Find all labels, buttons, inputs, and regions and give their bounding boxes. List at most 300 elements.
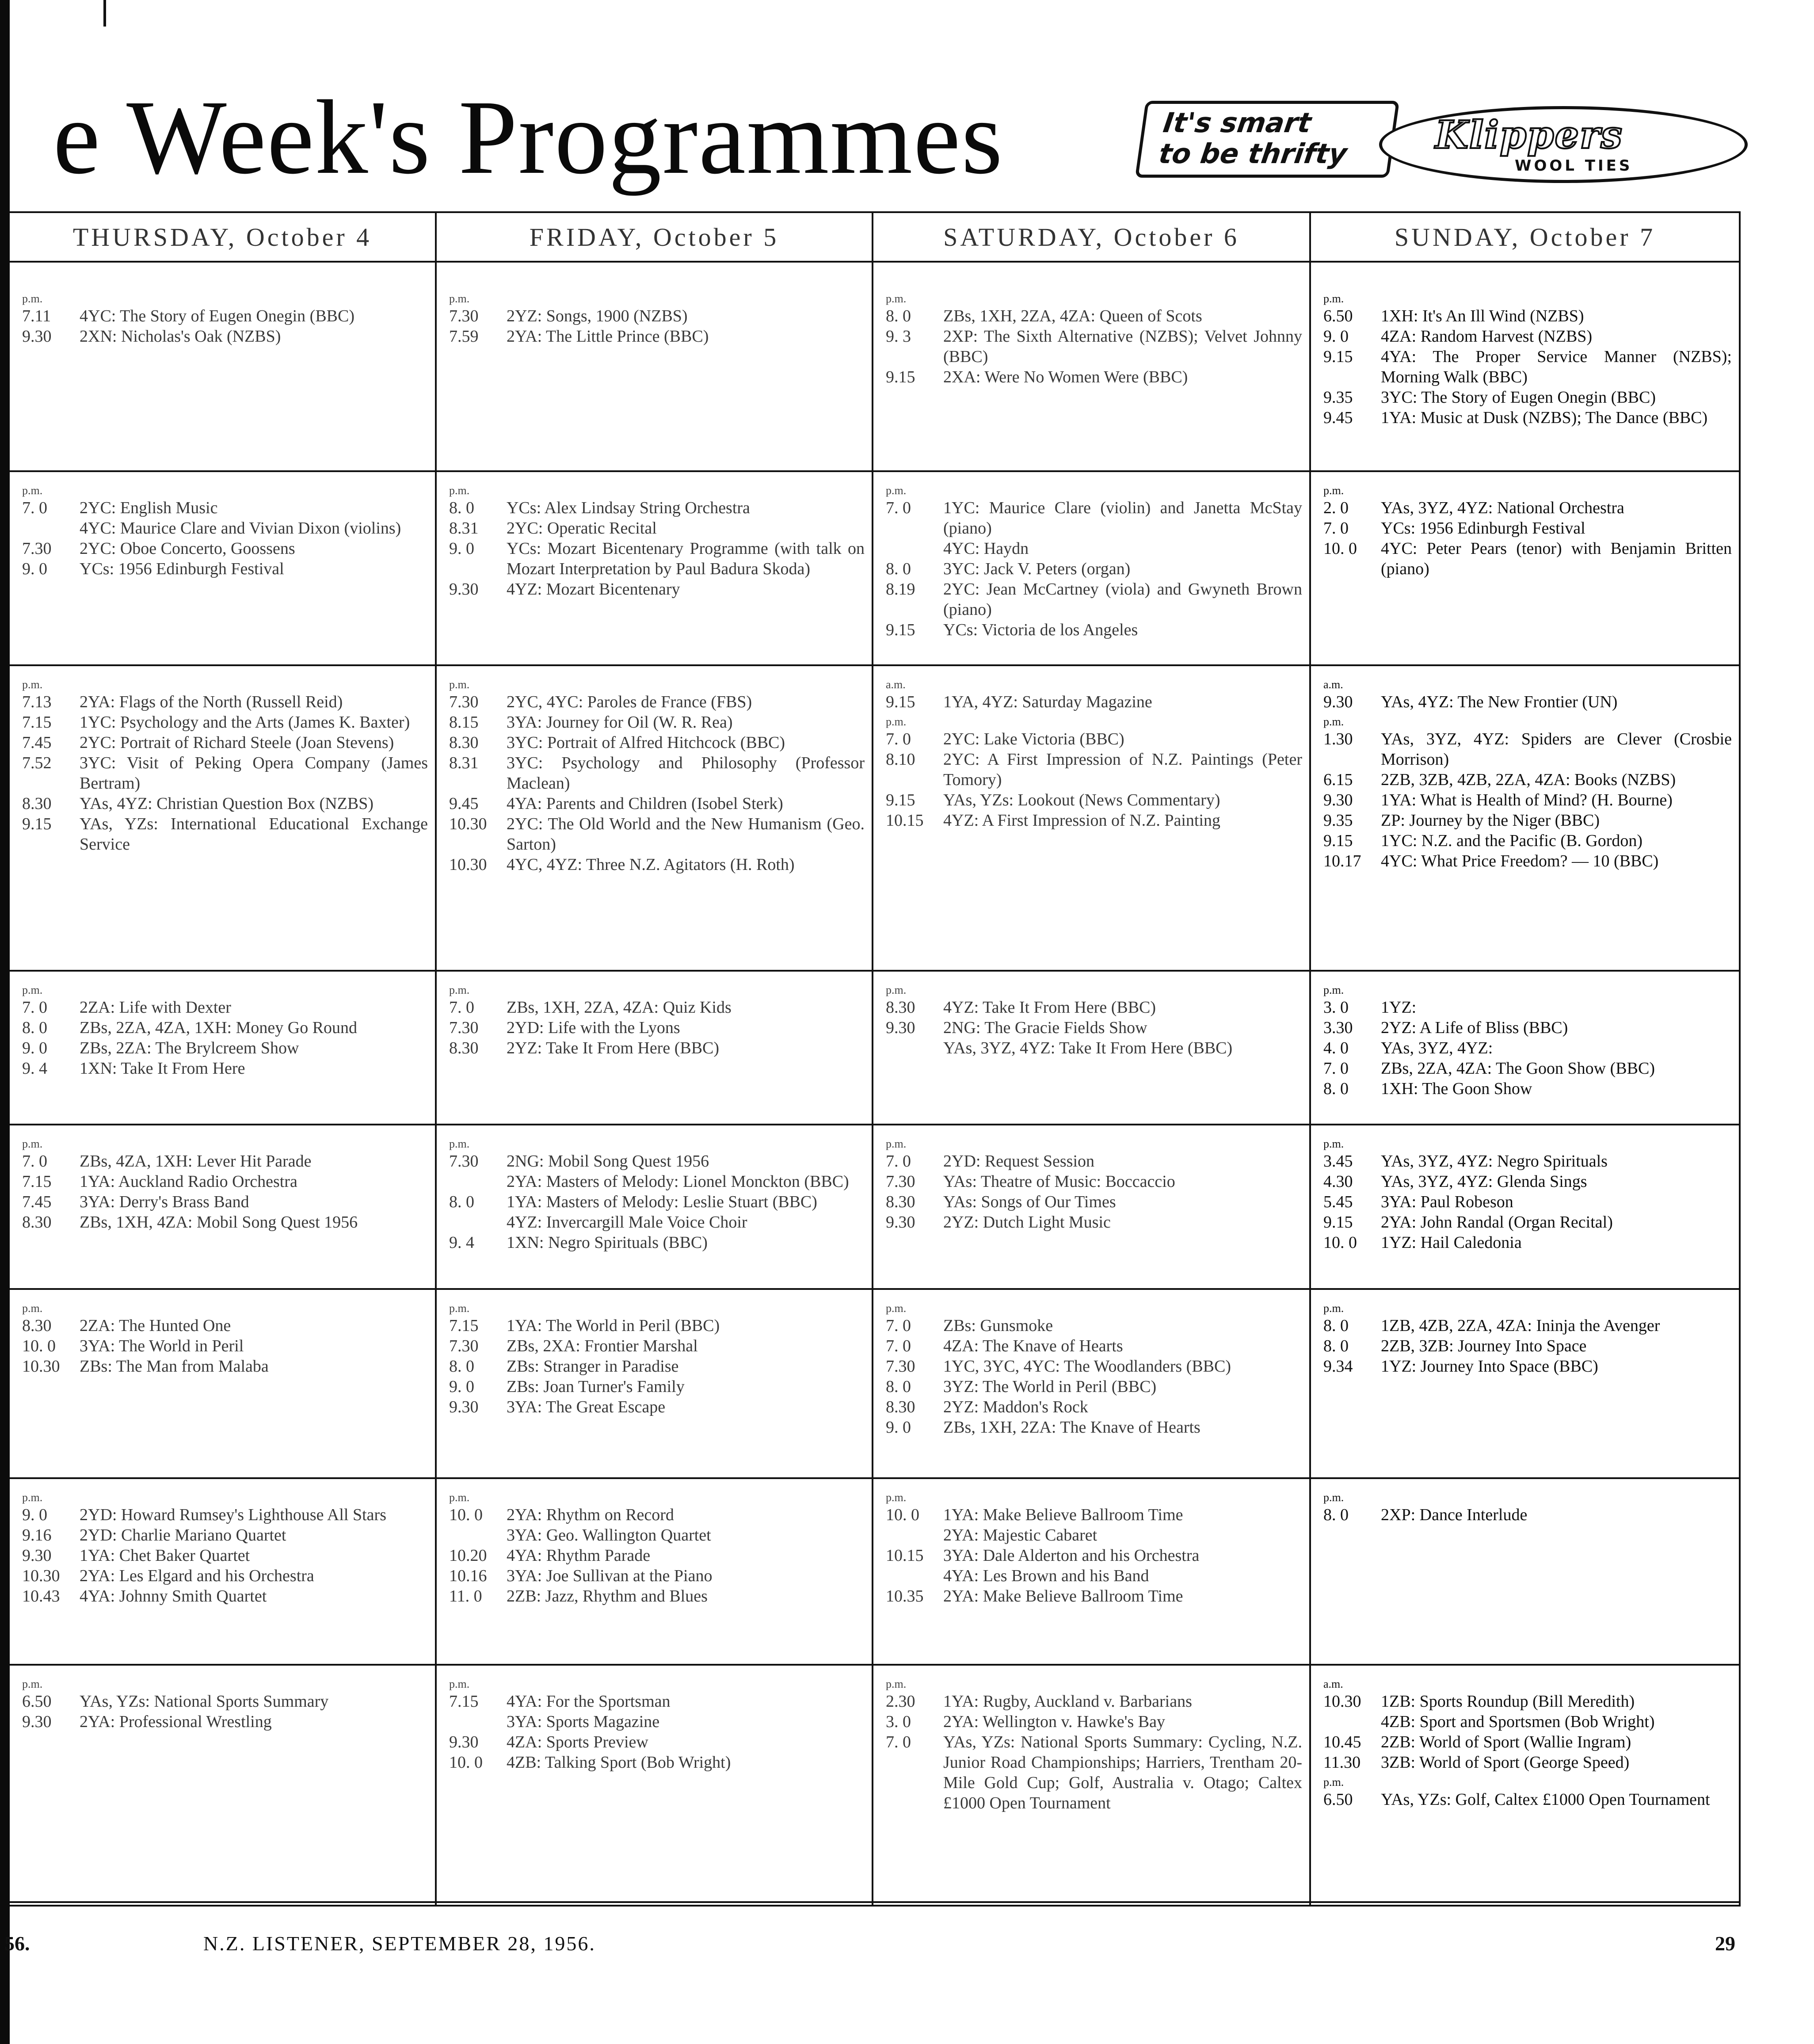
- programme-cell-saturday: [873, 1290, 1309, 1479]
- time-period-label: p.m.: [22, 1137, 43, 1150]
- programme-time: 11.30: [1323, 1753, 1361, 1772]
- programme-time: 4. 0: [1323, 1039, 1349, 1057]
- programme-time: 7. 0: [1323, 519, 1349, 538]
- programme-time: 9. 0: [22, 1039, 47, 1057]
- programme-listing: [449, 1545, 865, 1566]
- programme-title: 3YA: Journey for Oil (W. R. Rea): [507, 713, 733, 732]
- programme-listing: [22, 1356, 428, 1377]
- programme-title: ZBs, 1XH, 2ZA, 4ZA: Quiz Kids: [507, 998, 732, 1017]
- programme-cell-friday: [437, 1479, 872, 1666]
- programme-listing: [1323, 790, 1732, 810]
- programme-time: [449, 1212, 507, 1232]
- programme-time: 3. 0: [1323, 998, 1349, 1017]
- programme-listing: [449, 1586, 865, 1606]
- day-header-saturday: SATURDAY, October 6: [873, 213, 1309, 263]
- programme-time: 9.30: [1323, 693, 1353, 711]
- programme-listing: [22, 1336, 428, 1356]
- programme-listing: [22, 793, 428, 814]
- programme-listing: [886, 326, 1302, 367]
- programme-listing: [886, 620, 1302, 640]
- programme-title: 3YA: Geo. Wallington Quartet: [507, 1526, 711, 1544]
- programme-time: 9. 0: [449, 1377, 474, 1396]
- programme-listing: [1323, 347, 1732, 387]
- programme-listing: [886, 1397, 1302, 1417]
- programme-title: 4YA: Johnny Smith Quartet: [80, 1587, 267, 1605]
- programme-time: 10.30: [449, 815, 487, 833]
- programme-time: 7.30: [449, 307, 479, 325]
- programme-title: 1YA: What is Health of Mind? (H. Bourne): [1381, 791, 1673, 809]
- programme-listing: [1323, 498, 1732, 518]
- programme-listing: [1323, 1058, 1732, 1079]
- programme-time: 8. 0: [1323, 1316, 1349, 1335]
- programme-title: 2YZ: Songs, 1900 (NZBS): [507, 307, 688, 325]
- programme-listing: [22, 1505, 428, 1525]
- programme-time: 1.30: [1323, 730, 1353, 748]
- programme-title: YAs: Theatre of Music: Boccaccio: [943, 1172, 1175, 1191]
- programme-time: 8. 0: [1323, 1506, 1349, 1524]
- programme-time: 10.30: [1323, 1692, 1361, 1711]
- programme-title: 1YC: Maurice Clare (violin) and Janetta McStay (piano): [943, 499, 1302, 538]
- programme-listing: [1323, 1171, 1732, 1192]
- programme-listing: [22, 1018, 428, 1038]
- programme-time: 8. 0: [886, 1377, 911, 1396]
- programme-title: 3YA: Derry's Brass Band: [80, 1193, 249, 1211]
- programme-title: 2YA: The Little Prince (BBC): [507, 327, 709, 346]
- programme-title: YAs, 3YZ, 4YZ: Glenda Sings: [1381, 1172, 1587, 1191]
- programme-listing: [886, 1171, 1302, 1192]
- programme-time: 7.59: [449, 327, 479, 346]
- time-period-label: p.m.: [449, 1302, 470, 1315]
- time-period-label: p.m.: [22, 984, 43, 996]
- programme-title: 2XP: Dance Interlude: [1381, 1506, 1528, 1524]
- time-period-label: p.m.: [886, 1491, 907, 1504]
- programme-cell-thursday: [10, 666, 435, 972]
- programme-title: 1YA: Masters of Melody: Leslie Stuart (BBC): [507, 1193, 817, 1211]
- time-period-label: p.m.: [22, 1302, 43, 1315]
- programme-time: 7. 0: [886, 1337, 911, 1355]
- programme-listing: [449, 712, 865, 732]
- programme-title: 4ZA: Random Harvest (NZBS): [1381, 327, 1593, 346]
- programme-listing: [886, 1377, 1302, 1397]
- programme-time: 8.30: [22, 1213, 52, 1232]
- programme-title: 2YD: Howard Rumsey's Lighthouse All Stars: [80, 1506, 386, 1524]
- programme-listing: [1323, 306, 1732, 326]
- programme-time: 9. 0: [886, 1418, 911, 1437]
- programme-listing: [449, 692, 865, 712]
- programme-listing: [449, 1192, 865, 1212]
- programme-title: ZBs: Joan Turner's Family: [507, 1377, 685, 1396]
- programme-title: 3YA: The Great Escape: [507, 1398, 666, 1416]
- time-period-label: p.m.: [1323, 292, 1344, 305]
- programme-title: 3YA: Sports Magazine: [507, 1712, 660, 1731]
- programme-cell-thursday: [10, 972, 435, 1125]
- programme-cell-thursday: [10, 472, 435, 666]
- programme-title: 1YZ: Hail Caledonia: [1381, 1233, 1522, 1252]
- programme-title: 3YA: Dale Alderton and his Orchestra: [943, 1546, 1200, 1565]
- programme-listing: [449, 732, 865, 753]
- programme-listing: [449, 1566, 865, 1586]
- programme-time: 7.30: [449, 1018, 479, 1037]
- programme-cell-friday: [437, 666, 872, 972]
- programme-title: 4YZ: Invercargill Male Voice Choir: [507, 1213, 747, 1232]
- time-period-label: p.m.: [886, 484, 907, 497]
- programme-listing: [886, 538, 1302, 559]
- programme-listing: [886, 1566, 1302, 1586]
- programme-title: 1YZ:: [1381, 998, 1417, 1017]
- programme-title: 2YZ: Take It From Here (BBC): [507, 1039, 720, 1057]
- programme-title: ZBs, 1XH, 2ZA, 4ZA: Queen of Scots: [943, 307, 1202, 325]
- programme-time: 8. 0: [449, 1357, 474, 1376]
- programme-title: 4YZ: Mozart Bicentenary: [507, 580, 680, 599]
- programme-title: ZBs, 2ZA, 4ZA, 1XH: Money Go Round: [80, 1018, 358, 1037]
- time-period-label: p.m.: [449, 984, 470, 996]
- programme-time: 9.15: [22, 815, 52, 833]
- programme-title: 2YA: Les Elgard and his Orchestra: [80, 1567, 314, 1585]
- ad-slogan-line1: It's smart: [1161, 107, 1314, 139]
- programme-listing: [22, 1058, 428, 1079]
- programme-title: 4YA: Parents and Children (Isobel Sterk): [507, 794, 783, 813]
- programme-title: 2ZB: Jazz, Rhythm and Blues: [507, 1587, 708, 1605]
- time-period-label: p.m.: [22, 1491, 43, 1504]
- programme-time: 7. 0: [886, 1152, 911, 1171]
- programme-title: YAs, 3YZ, 4YZ: Negro Spirituals: [1381, 1152, 1608, 1171]
- programme-listing: [886, 1586, 1302, 1606]
- time-period-label: p.m.: [1323, 1491, 1344, 1504]
- programme-listing: [449, 1397, 865, 1417]
- programme-cell-friday: [437, 1290, 872, 1479]
- programme-listing: [1323, 326, 1732, 347]
- programme-title: 4ZB: Sport and Sportsmen (Bob Wright): [1381, 1712, 1655, 1731]
- ad-brand-subtitle: WOOL TIES: [1515, 157, 1633, 175]
- programme-time: 9. 0: [449, 539, 474, 558]
- programme-title: 2YZ: Dutch Light Music: [943, 1213, 1111, 1232]
- programme-title: 2YA: John Randal (Organ Recital): [1381, 1213, 1613, 1232]
- programme-cell-sunday: [1311, 1290, 1739, 1479]
- programme-cell-thursday: [10, 1479, 435, 1666]
- time-period-label: p.m.: [886, 1137, 907, 1150]
- programme-listing: [22, 1192, 428, 1212]
- ad-brand-oval: [1379, 106, 1748, 183]
- programme-time: 8. 0: [22, 1018, 47, 1037]
- programme-time: 6.50: [22, 1692, 52, 1711]
- time-period-label: p.m.: [1323, 1776, 1344, 1788]
- programme-time: 10.35: [886, 1587, 924, 1605]
- page-title: e Week's Programmes: [53, 78, 1004, 196]
- programme-title: ZBs: The Man from Malaba: [80, 1357, 269, 1376]
- programme-title: 3YA: The World in Peril: [80, 1337, 244, 1355]
- programme-listing: [449, 1038, 865, 1058]
- programme-title: 2ZB: World of Sport (Wallie Ingram): [1381, 1733, 1631, 1751]
- programme-time: 9.16: [22, 1526, 52, 1544]
- programme-time: 10. 0: [1323, 1233, 1357, 1252]
- programme-time: [886, 1038, 943, 1058]
- programme-listing: [886, 1545, 1302, 1566]
- programme-time: 10.43: [22, 1587, 60, 1605]
- programme-listing: [22, 538, 428, 559]
- programme-listing: [449, 997, 865, 1018]
- programme-time: 9.30: [449, 1398, 479, 1416]
- programme-time: 8. 0: [1323, 1079, 1349, 1098]
- programme-title: ZBs, 1XH, 4ZA: Mobil Song Quest 1956: [80, 1213, 358, 1232]
- programme-listing: [886, 997, 1302, 1018]
- programme-time: 9.15: [1323, 347, 1353, 366]
- programme-title: 2NG: Mobil Song Quest 1956: [507, 1152, 709, 1171]
- programme-time: 9.30: [886, 1213, 915, 1232]
- programme-title: 3YZ: The World in Peril (BBC): [943, 1377, 1157, 1396]
- programme-time: 10.30: [22, 1357, 60, 1376]
- programme-cell-friday: [437, 263, 872, 472]
- programme-listing: [886, 1336, 1302, 1356]
- programme-time: 6.50: [1323, 1790, 1353, 1809]
- programme-title: 2YA: Majestic Cabaret: [943, 1526, 1098, 1544]
- programme-time: 9.35: [1323, 811, 1353, 830]
- programme-time: 8. 0: [1323, 1337, 1349, 1355]
- programme-title: 1YA: Make Believe Ballroom Time: [943, 1506, 1183, 1524]
- programme-time: 9.30: [22, 327, 52, 346]
- programme-listing: [1323, 1079, 1732, 1099]
- footer-page-ref: 56.: [4, 1932, 30, 1955]
- programme-time: 7. 0: [886, 499, 911, 517]
- programme-time: 8. 0: [886, 307, 911, 325]
- programme-listing: [1323, 408, 1732, 428]
- programme-time: 8. 0: [886, 560, 911, 578]
- programme-time: 7.30: [886, 1172, 915, 1191]
- programme-listing: [886, 579, 1302, 620]
- programme-listing: [886, 1712, 1302, 1732]
- programme-time: 5.45: [1323, 1193, 1353, 1211]
- programme-time: 9.15: [886, 621, 915, 639]
- time-period-label: a.m.: [886, 678, 906, 691]
- programme-title: ZBs: Stranger in Paradise: [507, 1357, 679, 1376]
- time-period-label: p.m.: [886, 1302, 907, 1315]
- programme-listing: [22, 326, 428, 347]
- programme-time: 7. 0: [1323, 1059, 1349, 1078]
- programme-listing: [22, 1712, 428, 1732]
- programme-listing: [449, 1018, 865, 1038]
- programme-time: 8.30: [22, 1316, 52, 1335]
- programme-time: 9. 0: [1323, 327, 1349, 346]
- programme-time: 8.15: [449, 713, 479, 732]
- programme-time: [886, 1525, 943, 1545]
- programme-time: 9.35: [1323, 388, 1353, 407]
- programme-time: 9. 0: [22, 1506, 47, 1524]
- programme-title: 2YC: Lake Victoria (BBC): [943, 730, 1124, 748]
- programme-time: 6.50: [1323, 307, 1353, 325]
- programme-time: 9. 0: [22, 560, 47, 578]
- ad-brand-name: Klippers: [1435, 113, 1623, 157]
- programme-title: 4ZB: Talking Sport (Bob Wright): [507, 1753, 731, 1772]
- programme-cell-thursday: [10, 1666, 435, 1903]
- programme-title: 4YZ: Take It From Here (BBC): [943, 998, 1156, 1017]
- programme-listing: [449, 1212, 865, 1232]
- programme-listing: [1323, 1691, 1732, 1712]
- programme-time: 7.52: [22, 754, 52, 772]
- programme-listing: [886, 1417, 1302, 1438]
- programme-time: 9.45: [449, 794, 479, 813]
- programme-title: 4YZ: A First Impression of N.Z. Painting: [943, 811, 1220, 830]
- programme-listing: [886, 729, 1302, 749]
- programme-time: 10.15: [886, 811, 924, 830]
- programme-time: 7.15: [449, 1316, 479, 1335]
- programme-title: 2XP: The Sixth Alternative (NZBS); Velvet Johnny (BBC): [943, 327, 1302, 366]
- programme-title: 2YD: Charlie Mariano Quartet: [80, 1526, 286, 1544]
- programme-time: 8.30: [22, 794, 52, 813]
- programme-cell-saturday: [873, 1479, 1309, 1666]
- programme-title: 2YC: English Music: [80, 499, 218, 517]
- programme-time: 8. 0: [449, 499, 474, 517]
- programme-time: 9. 4: [22, 1059, 47, 1078]
- programme-title: 4YA: Rhythm Parade: [507, 1546, 651, 1565]
- programme-title: 2YZ: A Life of Bliss (BBC): [1381, 1018, 1568, 1037]
- programme-title: YAs, 3YZ, 4YZ: National Orchestra: [1381, 499, 1624, 517]
- programme-listing: [22, 1171, 428, 1192]
- programme-listing: [449, 579, 865, 599]
- programme-title: 2YC: A First Impression of N.Z. Paintings (Peter Tomory): [943, 750, 1302, 789]
- programme-listing: [886, 810, 1302, 831]
- time-period-label: p.m.: [449, 678, 470, 691]
- programme-time: [449, 1712, 507, 1732]
- programme-time: 9.30: [886, 1018, 915, 1037]
- programme-listing: [1323, 729, 1732, 770]
- programme-listing: [449, 1691, 865, 1712]
- programme-time: 8.30: [449, 733, 479, 752]
- time-period-label: p.m.: [449, 1491, 470, 1504]
- time-period-label: p.m.: [22, 292, 43, 305]
- programme-listing: [449, 1356, 865, 1377]
- programme-listing: [1323, 831, 1732, 851]
- time-period-label: p.m.: [886, 1678, 907, 1690]
- programme-listing: [886, 1192, 1302, 1212]
- programme-listing: [1323, 1505, 1732, 1525]
- programme-listing: [1323, 1712, 1732, 1732]
- day-header-friday: FRIDAY, October 5: [437, 213, 872, 263]
- programme-time: 7. 0: [22, 1152, 47, 1171]
- programme-time: 8. 0: [449, 1193, 474, 1211]
- programme-time: 9.30: [449, 580, 479, 599]
- programme-time: 10.16: [449, 1567, 487, 1585]
- programme-time: 10.30: [22, 1567, 60, 1585]
- programme-listing: [886, 1212, 1302, 1232]
- programme-cell-thursday: [10, 263, 435, 472]
- programme-cell-sunday: [1311, 666, 1739, 972]
- programme-time: 9.30: [22, 1546, 52, 1565]
- programme-time: 9.30: [1323, 791, 1353, 809]
- programme-listing: [22, 712, 428, 732]
- programme-time: [886, 538, 943, 559]
- programme-listing: [886, 1018, 1302, 1038]
- programme-cell-saturday: [873, 1125, 1309, 1290]
- programme-time: [449, 1525, 507, 1545]
- programme-listing: [886, 1691, 1302, 1712]
- programme-cell-saturday: [873, 972, 1309, 1125]
- programme-listing: [886, 749, 1302, 790]
- programme-title: YAs, 4YZ: The New Frontier (UN): [1381, 693, 1618, 711]
- programme-title: 1XH: It's An Ill Wind (NZBS): [1381, 307, 1584, 325]
- programme-title: 2YC: Jean McCartney (viola) and Gwyneth Brown (piano): [943, 580, 1302, 619]
- programme-title: YAs, 3YZ, 4YZ: Take It From Here (BBC): [943, 1039, 1233, 1057]
- programme-listing: [1323, 518, 1732, 538]
- programme-time: 7.30: [886, 1357, 915, 1376]
- programme-listing: [449, 538, 865, 579]
- programme-title: 1YA, 4YZ: Saturday Magazine: [943, 693, 1152, 711]
- programme-title: 2YC, 4YC: Paroles de France (FBS): [507, 693, 752, 711]
- programme-title: 1YA: The World in Peril (BBC): [507, 1316, 720, 1335]
- programme-listing: [22, 753, 428, 793]
- programme-time: 10. 0: [1323, 539, 1357, 558]
- programme-listing: [886, 1038, 1302, 1058]
- programme-cell-saturday: [873, 472, 1309, 666]
- programme-listing: [1323, 538, 1732, 579]
- programme-title: 1YC: N.Z. and the Pacific (B. Gordon): [1381, 831, 1643, 850]
- programme-title: 4YC: What Price Freedom? — 10 (BBC): [1381, 852, 1659, 870]
- programme-listing: [449, 1171, 865, 1192]
- programme-listing: [449, 326, 865, 347]
- programme-title: 2YC: The Old World and the New Humanism (Geo. Sarton): [507, 815, 865, 854]
- programme-time: 8.31: [449, 519, 479, 538]
- programme-listing: [22, 1212, 428, 1232]
- programme-title: 1XN: Negro Spirituals (BBC): [507, 1233, 708, 1252]
- programme-time: 9.15: [1323, 1213, 1353, 1232]
- programme-listing: [1323, 1789, 1732, 1810]
- programme-listing: [22, 692, 428, 712]
- programme-time: 7. 0: [886, 1316, 911, 1335]
- programme-listing: [22, 498, 428, 518]
- programme-cell-sunday: [1311, 1666, 1739, 1903]
- programme-listing: [886, 1732, 1302, 1813]
- programme-cell-sunday: [1311, 1125, 1739, 1290]
- programme-cell-saturday: [873, 666, 1309, 972]
- programme-title: 1XN: Take It From Here: [80, 1059, 245, 1078]
- programme-time: 7. 0: [886, 730, 911, 748]
- time-period-label: p.m.: [886, 715, 907, 728]
- programme-title: 1YA: Music at Dusk (NZBS); The Dance (BBC): [1381, 408, 1708, 427]
- programme-listing: [449, 1377, 865, 1397]
- programme-listing: [22, 814, 428, 854]
- programme-title: 1YA: Chet Baker Quartet: [80, 1546, 250, 1565]
- programme-time: 9.30: [22, 1712, 52, 1731]
- programme-listing: [1323, 1316, 1732, 1336]
- programme-time: 7.15: [449, 1692, 479, 1711]
- programme-listing: [1323, 1336, 1732, 1356]
- programme-cell-friday: [437, 472, 872, 666]
- programme-time: 9.45: [1323, 408, 1353, 427]
- programme-time: 10. 0: [449, 1753, 483, 1772]
- programme-title: 2YC: Oboe Concerto, Goossens: [80, 539, 295, 558]
- programme-listing: [1323, 1356, 1732, 1377]
- programme-time: 10. 0: [449, 1506, 483, 1524]
- programme-time: 7.15: [22, 713, 52, 732]
- programme-title: 4ZA: The Knave of Hearts: [943, 1337, 1123, 1355]
- programme-listing: [449, 1752, 865, 1773]
- programme-title: 2XN: Nicholas's Oak (NZBS): [80, 327, 281, 346]
- programme-cell-sunday: [1311, 1479, 1739, 1666]
- programme-title: YAs, 3YZ, 4YZ:: [1381, 1039, 1493, 1057]
- programme-time: 9.30: [449, 1733, 479, 1751]
- programme-title: 3YC: The Story of Eugen Onegin (BBC): [1381, 388, 1656, 407]
- programme-title: 2YD: Request Session: [943, 1152, 1094, 1171]
- programme-listing: [449, 306, 865, 326]
- programme-time: 10.20: [449, 1546, 487, 1565]
- programme-time: 3.45: [1323, 1152, 1353, 1171]
- programme-time: 7.45: [22, 733, 52, 752]
- programme-title: YCs: Mozart Bicentenary Programme (with talk on Mozart Interpretation by Paul Badura Skoda): [507, 539, 865, 578]
- programme-title: YAs, 4YZ: Christian Question Box (NZBS): [80, 794, 373, 813]
- programme-time: 9.15: [886, 368, 915, 386]
- programme-title: 2YA: Flags of the North (Russell Reid): [80, 693, 343, 711]
- programme-title: 2XA: Were No Women Were (BBC): [943, 368, 1188, 386]
- programme-title: 4YC: Maurice Clare and Vivian Dixon (violins): [80, 519, 401, 538]
- programme-listing: [886, 498, 1302, 538]
